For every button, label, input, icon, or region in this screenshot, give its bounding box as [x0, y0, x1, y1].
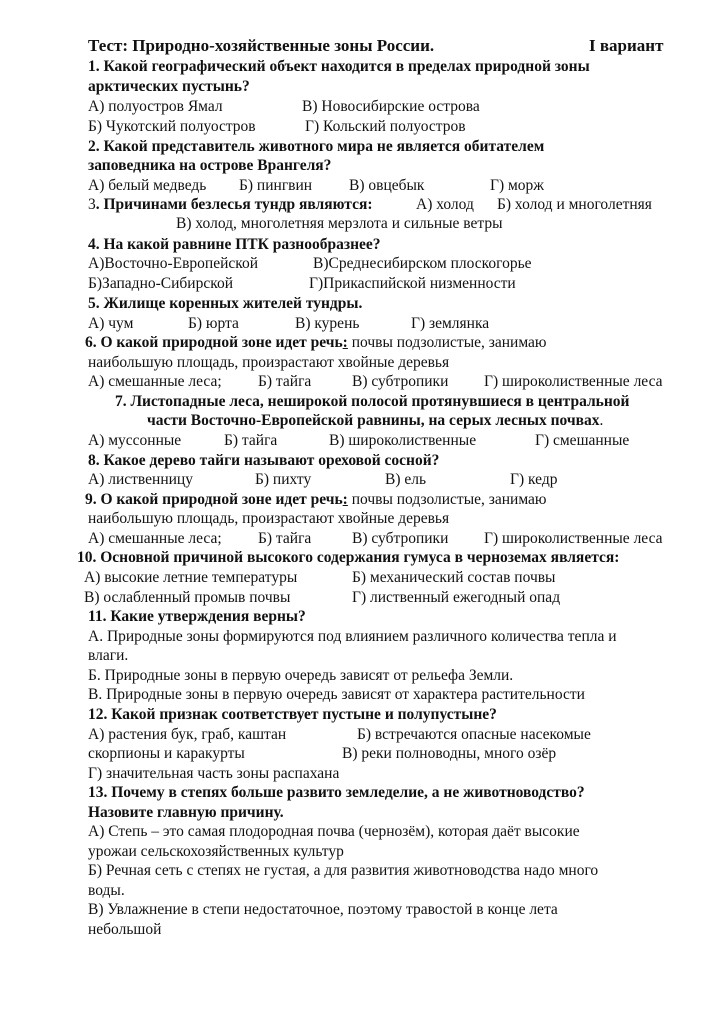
question-2-text-cont: заповедника на острове Врангеля? — [88, 157, 332, 174]
question-5-option-g: Г) землянка — [411, 315, 490, 332]
question-11-statement-b: Б. Природные зоны в первую очередь зависят от рельефа Земли. — [88, 667, 514, 684]
question-6-option-b: Б) тайга — [258, 373, 312, 390]
question-9-option-a: А) смешанные леса; — [88, 530, 222, 547]
question-7-option-b: Б) тайга — [224, 432, 278, 449]
question-7-option-a: А) муссонные — [88, 432, 182, 449]
question-1-option-a: А) полуостров Ямал — [88, 98, 223, 115]
question-8-option-a: А) лиственницу — [88, 471, 193, 488]
question-13-option-b-cont: воды. — [88, 882, 125, 899]
question-6-option-v: В) субтропики — [352, 373, 449, 390]
question-1-text: 1. Какой географический объект находится в пределах природной зоны — [88, 58, 590, 75]
question-1-option-g: Г) Кольский полуостров — [305, 118, 466, 135]
question-6-colon: : — [342, 334, 348, 351]
question-2-option-a: А) белый медведь — [88, 177, 207, 194]
question-10-option-g: Г) лиственный ежегодный опад — [352, 589, 561, 606]
question-2-option-b: Б) пингвин — [239, 177, 313, 194]
question-6-prompt: 6. О какой природной зоне идет речь — [85, 334, 343, 351]
question-6-text — [85, 333, 547, 353]
question-13-option-v-cont: небольшой — [88, 921, 162, 938]
question-1-option-b: Б) Чукотский полуостров — [88, 118, 256, 135]
question-3-number: 3 — [88, 196, 96, 213]
question-7-dot: . — [599, 412, 604, 429]
question-5-option-a: А) чум — [88, 315, 134, 332]
question-6-prompt-rest: почвы подзолистые, занимаю — [347, 334, 547, 351]
question-13-option-b: Б) Речная сеть с степях не густая, а для развития животноводства надо много — [88, 862, 599, 879]
question-9-option-b: Б) тайга — [258, 530, 312, 547]
question-3-option-v: В) холод, многолетняя мерзлота и сильные ветры — [176, 215, 503, 232]
question-8-option-g: Г) кедр — [510, 471, 558, 488]
question-9-text-cont: наибольшую площадь, произрастают хвойные деревья — [88, 510, 450, 527]
question-12-option-b: Б) встречаются опасные насекомые — [357, 726, 591, 743]
question-12-option-b-cont: скорпионы и каракурты — [88, 745, 245, 762]
question-9-prompt-rest: почвы подзолистые, занимаю — [347, 491, 547, 508]
question-4-option-a: А)Восточно-Европейской — [88, 255, 259, 272]
question-11-statement-a-cont: влаги. — [88, 647, 129, 664]
question-7-text-cont-line — [147, 411, 603, 431]
question-8-option-v: В) ель — [385, 471, 427, 488]
question-7-text-cont: части Восточно-Европейской равнины, на серых лесных почвах — [147, 412, 600, 429]
question-12-option-v: В) реки полноводны, много озёр — [342, 745, 557, 762]
question-13-option-a-cont: урожаи сельскохозяйственных культур — [88, 843, 344, 860]
question-9-option-g: Г) широколиственные леса — [484, 530, 663, 547]
question-5-option-v: В) курень — [295, 315, 360, 332]
question-4-text: 4. На какой равнине ПТК разнообразнее? — [88, 236, 381, 253]
question-8-text: 8. Какое дерево тайги называют ореховой сосной? — [88, 452, 440, 469]
question-10-option-b: Б) механический состав почвы — [352, 569, 556, 586]
question-1-option-v: В) Новосибирские острова — [302, 98, 480, 115]
question-7-option-v: В) широколиственные — [329, 432, 477, 449]
question-6-text-cont: наибольшую площадь, произрастают хвойные деревья — [88, 354, 450, 371]
question-4-option-b: Б)Западно-Сибирской — [88, 275, 234, 292]
question-9-colon: : — [342, 491, 348, 508]
question-13-text-cont: Назовите главную причину. — [88, 804, 284, 821]
question-9-prompt: 9. О какой природной зоне идет речь — [85, 491, 343, 508]
question-2-option-g: Г) морж — [490, 177, 545, 194]
question-2-option-v: В) овцебык — [349, 177, 425, 194]
question-3-option-a: А) холод — [416, 196, 474, 213]
question-13-text: 13. Почему в степях больше развито земледелие, а не животноводство? — [88, 784, 585, 801]
question-5-text: 5. Жилище коренных жителей тундры. — [88, 295, 363, 312]
question-13-option-a: А) Степь – это самая плодородная почва (чернозём), которая даёт высокие — [88, 823, 580, 840]
question-10-text: 10. Основной причиной высокого содержания гумуса в черноземах является: — [77, 549, 620, 566]
question-11-statement-v: В. Природные зоны в первую очередь зависят от характера растительности — [88, 686, 585, 703]
question-3-prompt: . Причинами безлесья тундр являются: — [95, 196, 373, 213]
question-2-text: 2. Какой представитель животного мира не является обитателем — [88, 138, 545, 155]
test-title: Тест: Природно-хозяйственные зоны России. — [88, 36, 435, 55]
question-5-option-b: Б) юрта — [188, 315, 239, 332]
question-9-option-v: В) субтропики — [352, 530, 449, 547]
question-4-option-g: Г)Прикаспийской низменности — [309, 275, 516, 292]
question-1-text-cont: арктических пустынь? — [88, 78, 250, 95]
question-11-statement-a: А. Природные зоны формируются под влиянием различного количества тепла и — [88, 628, 617, 645]
question-12-option-a: А) растения бук, граб, каштан — [88, 726, 287, 743]
question-7-option-g: Г) смешанные — [535, 432, 630, 449]
question-11-text: 11. Какие утверждения верны? — [88, 608, 306, 625]
question-6-option-a: А) смешанные леса; — [88, 373, 222, 390]
question-12-text: 12. Какой признак соответствует пустыне и полупустыне? — [88, 706, 497, 723]
question-7-text: 7. Листопадные леса, неширокой полосой протянувшиеся в центральной — [115, 393, 630, 410]
variant-label: I вариант — [589, 36, 664, 55]
question-13-option-v: В) Увлажнение в степи недостаточное, поэтому травостой в конце лета — [88, 901, 558, 918]
question-10-option-a: А) высокие летние температуры — [84, 569, 298, 586]
question-6-option-g: Г) широколиственные леса — [484, 373, 663, 390]
question-8-option-b: Б) пихту — [255, 471, 312, 488]
question-10-option-v: В) ослабленный промыв почвы — [84, 589, 291, 606]
question-4-option-v: В)Среднесибирском плоскогорье — [313, 255, 532, 272]
question-9-text — [85, 490, 547, 510]
question-3-option-b: Б) холод и многолетняя — [497, 196, 652, 213]
question-3-text — [88, 195, 373, 215]
question-12-option-g: Г) значительная часть зоны распахана — [88, 765, 340, 782]
